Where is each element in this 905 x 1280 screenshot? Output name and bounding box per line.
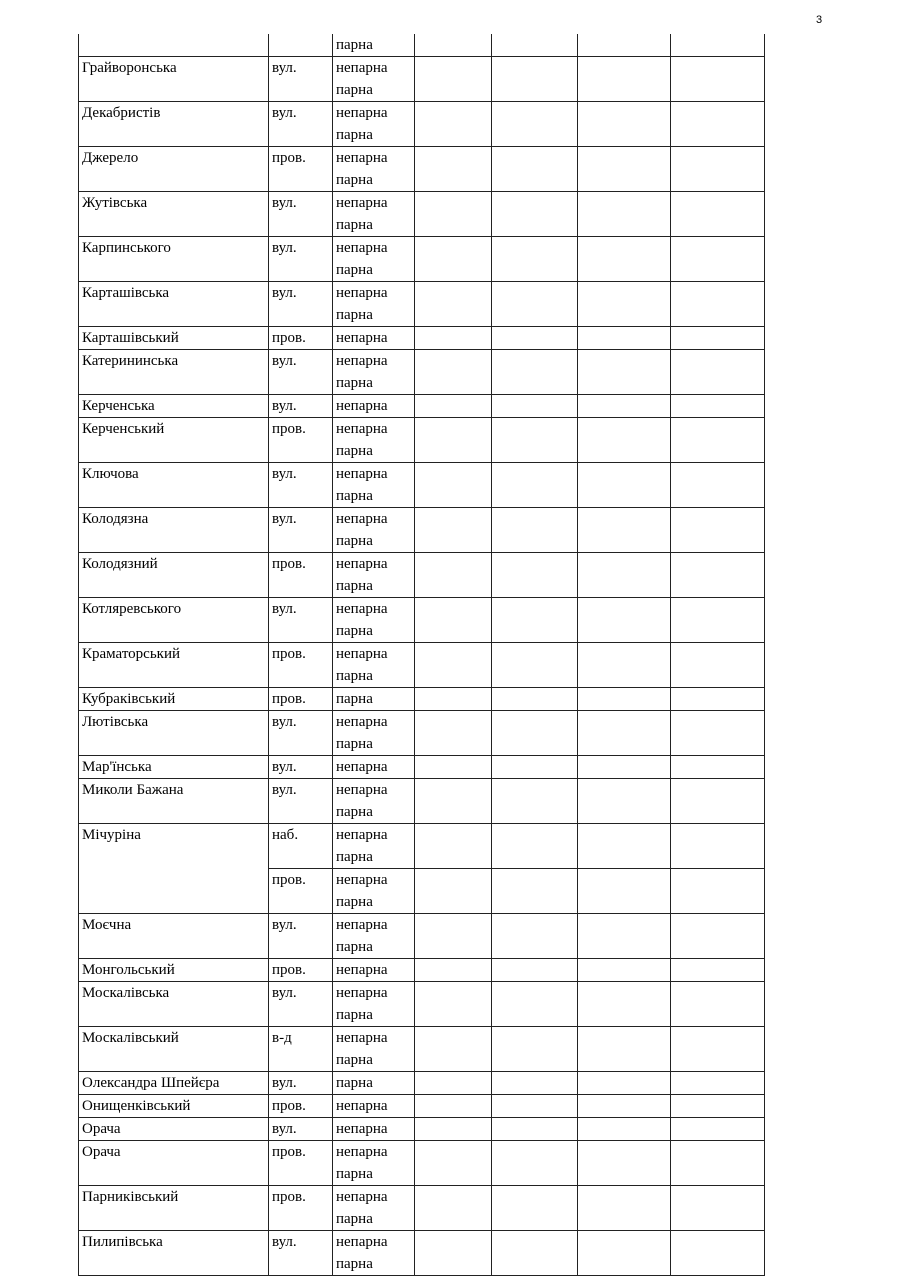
empty-cell (492, 282, 578, 327)
street-type-cell: вул. (269, 779, 333, 824)
parity-cell: непарна парна (333, 643, 415, 688)
table-row (79, 34, 765, 57)
empty-cell (671, 1095, 765, 1118)
table-row (79, 418, 765, 463)
empty-cell (492, 824, 578, 869)
parity-cell: непарна парна (333, 282, 415, 327)
empty-cell (492, 327, 578, 350)
empty-cell (415, 463, 492, 508)
street-type-cell: пров. (269, 643, 333, 688)
empty-cell (415, 1141, 492, 1186)
empty-cell (415, 553, 492, 598)
street-type-cell: пров. (269, 147, 333, 192)
table-row (79, 914, 765, 959)
street-name-cell: Кубраківський (79, 688, 269, 711)
empty-cell (671, 1118, 765, 1141)
empty-cell (492, 1186, 578, 1231)
empty-cell (578, 779, 671, 824)
empty-cell (415, 1118, 492, 1141)
empty-cell (492, 598, 578, 643)
street-type-cell: вул. (269, 192, 333, 237)
table-row (79, 147, 765, 192)
empty-cell (671, 282, 765, 327)
empty-cell (671, 756, 765, 779)
street-type-cell: вул. (269, 1072, 333, 1095)
table-row (79, 102, 765, 147)
empty-cell (671, 869, 765, 914)
empty-cell (578, 147, 671, 192)
street-name-cell: Орача (79, 1118, 269, 1141)
street-type-cell: пров. (269, 959, 333, 982)
empty-cell (578, 598, 671, 643)
street-name-cell: Моєчна (79, 914, 269, 959)
parity-cell: непарна (333, 959, 415, 982)
street-type-cell: пров. (269, 1095, 333, 1118)
empty-cell (671, 914, 765, 959)
empty-cell (415, 869, 492, 914)
street-type-cell: вул. (269, 282, 333, 327)
parity-cell: парна (333, 688, 415, 711)
street-name-cell: Колодязна (79, 508, 269, 553)
empty-cell (415, 1095, 492, 1118)
empty-cell (671, 350, 765, 395)
street-name-cell: Декабристів (79, 102, 269, 147)
empty-cell (671, 508, 765, 553)
empty-cell (578, 34, 671, 57)
parity-cell: непарна (333, 1095, 415, 1118)
empty-cell (671, 711, 765, 756)
empty-cell (578, 508, 671, 553)
street-type-cell (269, 34, 333, 57)
empty-cell (492, 959, 578, 982)
empty-cell (671, 688, 765, 711)
empty-cell (492, 463, 578, 508)
empty-cell (415, 237, 492, 282)
empty-cell (415, 34, 492, 57)
page-number: 3 (816, 14, 823, 26)
parity-cell: непарна парна (333, 237, 415, 282)
street-type-cell: пров. (269, 688, 333, 711)
empty-cell (671, 824, 765, 869)
empty-cell (578, 1027, 671, 1072)
empty-cell (578, 1231, 671, 1276)
empty-cell (578, 643, 671, 688)
empty-cell (578, 914, 671, 959)
parity-cell: непарна парна (333, 982, 415, 1027)
empty-cell (492, 57, 578, 102)
street-name-cell: Орача (79, 1141, 269, 1186)
empty-cell (415, 418, 492, 463)
empty-cell (671, 418, 765, 463)
empty-cell (415, 1231, 492, 1276)
empty-cell (415, 57, 492, 102)
table-row (79, 1231, 765, 1276)
empty-cell (415, 779, 492, 824)
street-name-cell: Колодязний (79, 553, 269, 598)
empty-cell (492, 395, 578, 418)
empty-cell (671, 57, 765, 102)
empty-cell (578, 395, 671, 418)
street-name-cell: Онищенківський (79, 1095, 269, 1118)
parity-cell: непарна парна (333, 598, 415, 643)
empty-cell (492, 418, 578, 463)
parity-cell: непарна парна (333, 1141, 415, 1186)
street-type-cell: вул. (269, 598, 333, 643)
street-name-cell: Котляревського (79, 598, 269, 643)
table-row (79, 688, 765, 711)
empty-cell (492, 350, 578, 395)
street-name-cell: Пилипівська (79, 1231, 269, 1276)
empty-cell (415, 711, 492, 756)
parity-cell: непарна (333, 327, 415, 350)
parity-cell: непарна парна (333, 869, 415, 914)
street-name-cell: Москалівська (79, 982, 269, 1027)
street-type-cell: пров. (269, 418, 333, 463)
street-type-cell: пров. (269, 1141, 333, 1186)
parity-cell: непарна парна (333, 508, 415, 553)
empty-cell (415, 350, 492, 395)
street-type-cell: вул. (269, 350, 333, 395)
empty-cell (415, 1186, 492, 1231)
empty-cell (671, 327, 765, 350)
empty-cell (671, 102, 765, 147)
parity-cell: непарна парна (333, 1231, 415, 1276)
empty-cell (492, 914, 578, 959)
table-row (79, 395, 765, 418)
empty-cell (671, 982, 765, 1027)
empty-cell (671, 1186, 765, 1231)
empty-cell (492, 102, 578, 147)
empty-cell (578, 418, 671, 463)
table-row (79, 711, 765, 756)
empty-cell (671, 1027, 765, 1072)
street-type-cell: вул. (269, 756, 333, 779)
empty-cell (578, 756, 671, 779)
street-type-cell: вул. (269, 914, 333, 959)
street-type-cell: вул. (269, 1231, 333, 1276)
table-row (79, 598, 765, 643)
parity-cell: непарна парна (333, 463, 415, 508)
table-row (79, 463, 765, 508)
empty-cell (578, 959, 671, 982)
street-type-cell: в-д (269, 1027, 333, 1072)
empty-cell (492, 643, 578, 688)
empty-cell (671, 395, 765, 418)
empty-cell (492, 1141, 578, 1186)
street-type-cell: вул. (269, 102, 333, 147)
street-type-cell: вул. (269, 508, 333, 553)
street-name-cell: Жутівська (79, 192, 269, 237)
street-name-cell: Карпинського (79, 237, 269, 282)
empty-cell (492, 1095, 578, 1118)
empty-cell (671, 1141, 765, 1186)
street-name-cell: Керченський (79, 418, 269, 463)
empty-cell (415, 959, 492, 982)
empty-cell (671, 553, 765, 598)
parity-cell: непарна парна (333, 779, 415, 824)
empty-cell (415, 756, 492, 779)
empty-cell (415, 982, 492, 1027)
parity-cell: непарна парна (333, 1186, 415, 1231)
street-name-cell: Карташівська (79, 282, 269, 327)
empty-cell (578, 982, 671, 1027)
table-row (79, 192, 765, 237)
table-row (79, 1118, 765, 1141)
street-name-cell: Джерело (79, 147, 269, 192)
parity-cell: непарна парна (333, 418, 415, 463)
empty-cell (578, 553, 671, 598)
empty-cell (578, 1186, 671, 1231)
street-name-cell: Грайворонська (79, 57, 269, 102)
empty-cell (578, 327, 671, 350)
empty-cell (492, 147, 578, 192)
empty-cell (492, 982, 578, 1027)
empty-cell (671, 1072, 765, 1095)
table-row (79, 982, 765, 1027)
empty-cell (671, 34, 765, 57)
empty-cell (492, 1231, 578, 1276)
empty-cell (578, 282, 671, 327)
empty-cell (492, 237, 578, 282)
empty-cell (578, 463, 671, 508)
empty-cell (415, 192, 492, 237)
empty-cell (578, 1095, 671, 1118)
parity-cell: непарна (333, 395, 415, 418)
parity-cell: непарна парна (333, 711, 415, 756)
parity-cell: парна (333, 34, 415, 57)
empty-cell (492, 508, 578, 553)
street-name-cell: Миколи Бажана (79, 779, 269, 824)
empty-cell (492, 34, 578, 57)
empty-cell (671, 643, 765, 688)
empty-cell (415, 327, 492, 350)
street-name-cell: Краматорський (79, 643, 269, 688)
street-type-cell: наб. (269, 824, 333, 869)
street-name-cell: Москалівський (79, 1027, 269, 1072)
street-name-cell: Лютівська (79, 711, 269, 756)
empty-cell (415, 1027, 492, 1072)
parity-cell: непарна парна (333, 102, 415, 147)
table-row (79, 756, 765, 779)
table-row (79, 282, 765, 327)
table-row (79, 1095, 765, 1118)
parity-cell: парна (333, 1072, 415, 1095)
empty-cell (415, 1072, 492, 1095)
parity-cell: непарна парна (333, 1027, 415, 1072)
street-type-cell: вул. (269, 237, 333, 282)
table-row (79, 1141, 765, 1186)
empty-cell (415, 824, 492, 869)
table-row (79, 1027, 765, 1072)
empty-cell (671, 959, 765, 982)
parity-cell: непарна (333, 1118, 415, 1141)
empty-cell (578, 192, 671, 237)
empty-cell (492, 756, 578, 779)
street-name-cell (79, 34, 269, 57)
empty-cell (671, 1231, 765, 1276)
street-name-cell: Монгольський (79, 959, 269, 982)
empty-cell (415, 282, 492, 327)
streets-table (78, 34, 765, 1276)
empty-cell (492, 192, 578, 237)
table-row (79, 824, 765, 869)
empty-cell (415, 914, 492, 959)
street-name-cell: Мар'їнська (79, 756, 269, 779)
empty-cell (578, 57, 671, 102)
empty-cell (492, 688, 578, 711)
empty-cell (492, 1027, 578, 1072)
street-name-cell: Карташівський (79, 327, 269, 350)
empty-cell (578, 824, 671, 869)
parity-cell: непарна парна (333, 824, 415, 869)
table-row (79, 350, 765, 395)
empty-cell (415, 508, 492, 553)
parity-cell: непарна парна (333, 914, 415, 959)
street-name-cell: Ключова (79, 463, 269, 508)
table-row (79, 508, 765, 553)
street-name-cell: Олександра Шпейєра (79, 1072, 269, 1095)
street-type-cell: пров. (269, 553, 333, 598)
table-row (79, 779, 765, 824)
empty-cell (671, 237, 765, 282)
empty-cell (578, 1072, 671, 1095)
street-type-cell: пров. (269, 869, 333, 914)
street-type-cell: вул. (269, 463, 333, 508)
empty-cell (578, 711, 671, 756)
empty-cell (492, 779, 578, 824)
table-row (79, 327, 765, 350)
empty-cell (492, 711, 578, 756)
empty-cell (578, 1141, 671, 1186)
empty-cell (415, 598, 492, 643)
empty-cell (492, 1118, 578, 1141)
empty-cell (415, 643, 492, 688)
street-name-cell: Катерининська (79, 350, 269, 395)
parity-cell: непарна парна (333, 350, 415, 395)
parity-cell: непарна (333, 756, 415, 779)
empty-cell (671, 192, 765, 237)
table-row (79, 1072, 765, 1095)
parity-cell: непарна парна (333, 147, 415, 192)
street-name-cell: Мічуріна (79, 824, 269, 914)
empty-cell (415, 395, 492, 418)
parity-cell: непарна парна (333, 192, 415, 237)
table-row (79, 643, 765, 688)
street-type-cell: вул. (269, 1118, 333, 1141)
street-type-cell: вул. (269, 982, 333, 1027)
street-type-cell: вул. (269, 711, 333, 756)
empty-cell (578, 102, 671, 147)
empty-cell (671, 598, 765, 643)
empty-cell (415, 102, 492, 147)
table-row (79, 1186, 765, 1231)
empty-cell (671, 147, 765, 192)
table-row (79, 57, 765, 102)
empty-cell (578, 869, 671, 914)
empty-cell (492, 1072, 578, 1095)
empty-cell (492, 869, 578, 914)
street-type-cell: вул. (269, 57, 333, 102)
empty-cell (671, 779, 765, 824)
empty-cell (415, 147, 492, 192)
street-name-cell: Парниківський (79, 1186, 269, 1231)
street-name-cell: Керченська (79, 395, 269, 418)
street-type-cell: пров. (269, 1186, 333, 1231)
empty-cell (578, 1118, 671, 1141)
parity-cell: непарна парна (333, 553, 415, 598)
empty-cell (578, 237, 671, 282)
parity-cell: непарна парна (333, 57, 415, 102)
table-row (79, 553, 765, 598)
street-type-cell: пров. (269, 327, 333, 350)
table-row (79, 959, 765, 982)
empty-cell (671, 463, 765, 508)
empty-cell (578, 688, 671, 711)
table-row (79, 237, 765, 282)
street-type-cell: вул. (269, 395, 333, 418)
empty-cell (578, 350, 671, 395)
empty-cell (415, 688, 492, 711)
empty-cell (492, 553, 578, 598)
